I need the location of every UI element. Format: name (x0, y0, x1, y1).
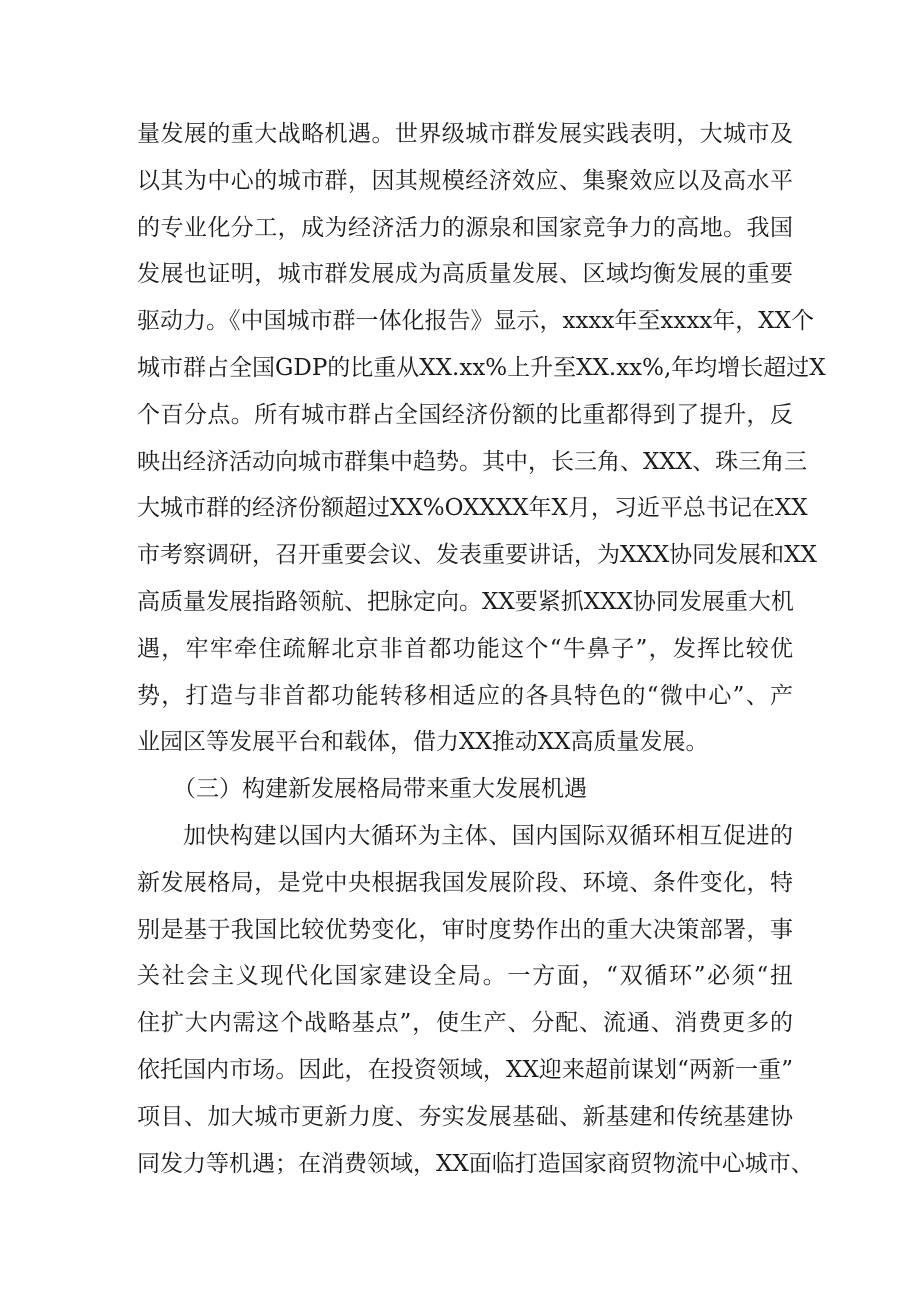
text-line: 住扩大内需这个战略基点”，使生产、分配、流通、消费更多的 (137, 1010, 793, 1037)
text-line: 个百分点。所有城市群占全国经济份额的比重都得到了提升，反 (137, 401, 793, 428)
text-line: 关社会主义现代化国家建设全局。一方面，“双循环”必须“扭 (137, 963, 793, 990)
text-line: 遇，牢牢牵住疏解北京非首都功能这个“牛鼻子”，发挥比较优 (137, 635, 793, 662)
text-line: 依托国内市场。因此，在投资领域，XX迎来超前谋划“两新一重” (137, 1056, 793, 1083)
text-line: 城市群占全国GDP的比重从XX.xx%上升至XX.xx%,年均增长超过X (137, 354, 826, 381)
text-line: 新发展格局，是党中央根据我国发展阶段、环境、条件变化，特 (137, 869, 793, 896)
text-line: 项目、加大城市更新力度、夯实发展基础、新基建和传统基建协 (137, 1103, 793, 1130)
section-heading: （三）构建新发展格局带来重大发展机遇 (173, 776, 587, 803)
text-line: 高质量发展指路领航、把脉定向。XX要紧抓XXX协同发展重大机 (137, 588, 794, 615)
text-line: 势，打造与非首都功能转移相适应的各具特色的“微中心”、产 (137, 682, 793, 709)
body-text (137, 111, 826, 1187)
text-line: 同发力等机遇；在消费领域，XX面临打造国家商贸物流中心城市、 (137, 1150, 814, 1177)
text-line: 以其为中心的城市群，因其规模经济效应、集聚效应以及高水平 (137, 167, 793, 194)
text-line: 别是基于我国比较优势变化，审时度势作出的重大决策部署，事 (137, 916, 793, 943)
text-line: 驱动力。《中国城市群一体化报告》显示，xxxx年至xxxx年，XX个 (137, 308, 815, 335)
text-line: 市考察调研，召开重要会议、发表重要讲话，为XXX协同发展和XX (137, 542, 817, 569)
text-line: 映出经济活动向城市群集中趋势。其中，长三角、XXX、珠三角三 (137, 448, 808, 475)
text-line: 量发展的重大战略机遇。世界级城市群发展实践表明，大城市及 (137, 121, 793, 147)
text-line: 业园区等发展平台和载体，借力XX推动XX高质量发展。 (137, 729, 709, 756)
text-line: 发展也证明，城市群发展成为高质量发展、区域均衡发展的重要 (137, 261, 793, 288)
text-line: 加快构建以国内大循环为主体、国内国际双循环相互促进的 (183, 822, 793, 849)
text-line: 的专业化分工，成为经济活力的源泉和国家竞争力的高地。我国 (137, 214, 793, 241)
text-line: 大城市群的经济份额超过XX%OXXXX年X月，习近平总书记在XX (137, 495, 808, 522)
